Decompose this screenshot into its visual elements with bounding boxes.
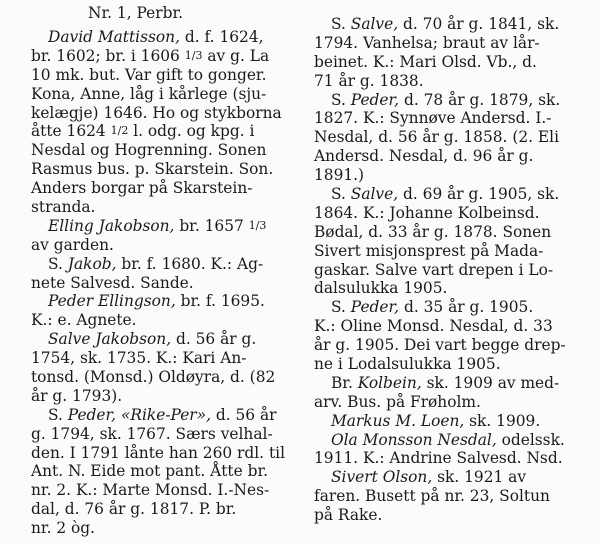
text-line: 1827. K.: Synnøve Andersd. I.- bbox=[314, 109, 552, 128]
text-line: 1911. K.: Andrine Salvesd. Nsd. bbox=[314, 449, 563, 468]
entry-paragraph bbox=[31, 406, 303, 538]
person-name: Peder, «Rike-Per», bbox=[67, 405, 211, 424]
entry-paragraph bbox=[314, 468, 594, 525]
right-column bbox=[314, 15, 594, 525]
person-name: David Mattisson, bbox=[48, 28, 180, 46]
page-heading: Nr. 1, Perbr. bbox=[88, 4, 184, 22]
text-line: kelægje) 1646. Ho og stykborna bbox=[31, 103, 282, 122]
text-line: ne i Lodalsulukka 1905. bbox=[314, 355, 501, 374]
text-line: David Mattisson, d. f. 1624, bbox=[48, 28, 264, 46]
text-line: 1794. Vanhelsa; braut av lår- bbox=[314, 33, 540, 52]
entry-paragraph bbox=[31, 292, 303, 330]
text-line: S. Salve, d. 70 år g. 1841, sk. bbox=[331, 15, 560, 33]
entry-paragraph bbox=[314, 91, 594, 185]
person-name: Peder, bbox=[350, 298, 400, 317]
text-line: år g. 1793). bbox=[31, 386, 123, 405]
text-line: Nesdal og Hogrenning. Sonen bbox=[31, 141, 267, 160]
text-line: beinet. K.: Mari Olsd. Vb., d. bbox=[314, 52, 537, 71]
text-line: nr. 2 òg. bbox=[31, 519, 96, 538]
text-line: 1864. K.: Johanne Kolbeinsd. bbox=[314, 203, 540, 222]
text-line: K.: e. Agnete. bbox=[31, 311, 137, 330]
person-name: Jakob, bbox=[67, 254, 117, 273]
text-line: br. 1602; br. i 1606 1/3 av g. La bbox=[31, 46, 270, 65]
text-line: Anders borgar på Skarstein- bbox=[31, 179, 253, 198]
text-line: år g. 1905. Dei vart begge drep- bbox=[314, 336, 566, 355]
text-line: åtte 1624 1/2 l. odg. og kpg. i bbox=[31, 122, 255, 141]
text-line: Elling Jakobson, br. 1657 1/3 bbox=[48, 216, 267, 235]
text-line: Ant. N. Eide mot pant. Åtte br. bbox=[31, 462, 269, 481]
text-line: Peder Ellingson, br. f. 1695. bbox=[48, 292, 265, 311]
text-line: arv. Bus. på Frøholm. bbox=[314, 392, 481, 411]
text-line: g. 1794, sk. 1767. Særs velhal- bbox=[31, 424, 273, 443]
person-name: Peder Ellingson, bbox=[48, 292, 176, 311]
text-line: den. I 1791 lånte han 260 rdl. til bbox=[31, 443, 285, 462]
text-line: 1891.) bbox=[314, 166, 365, 185]
entry-paragraph bbox=[314, 431, 594, 469]
entry-paragraph bbox=[314, 412, 594, 431]
entry-paragraph bbox=[314, 298, 594, 374]
entry-paragraph bbox=[314, 185, 594, 298]
text-line: S. Jakob, br. f. 1680. K.: Ag- bbox=[48, 254, 264, 273]
text-line: 10 mk. but. Var gift to gonger. bbox=[31, 65, 267, 84]
text-line: dal, d. 76 år g. 1817. P. br. bbox=[31, 500, 237, 519]
person-name: Sivert Olson, bbox=[331, 468, 433, 487]
text-line: Markus M. Loen, sk. 1909. bbox=[331, 411, 541, 430]
text-line: nr. 2. K.: Marte Monsd. I.-Nes- bbox=[31, 481, 270, 500]
person-name: Elling Jakobson, bbox=[48, 216, 175, 235]
text-line: Salve Jakobson, d. 56 år g. bbox=[48, 330, 257, 349]
entry-paragraph bbox=[31, 28, 303, 217]
text-line: Nesdal, d. 56 år g. 1858. (2. Eli bbox=[314, 128, 559, 147]
text-line: 1754, sk. 1735. K.: Kari An- bbox=[31, 349, 247, 368]
person-name: Salve Jakobson, bbox=[48, 330, 172, 349]
entry-paragraph bbox=[314, 15, 594, 91]
text-line: dalsulukka 1905. bbox=[314, 279, 448, 298]
text-line: gaskar. Salve vart drepen i Lo- bbox=[314, 260, 554, 279]
text-line: av garden. bbox=[31, 235, 114, 254]
text-line: S. Salve, d. 69 år g. 1905, sk. bbox=[331, 185, 560, 204]
text-line: Br. Kolbein, sk. 1909 av med- bbox=[331, 373, 560, 392]
person-name: Salve, bbox=[350, 15, 399, 33]
person-name: Salve, bbox=[350, 185, 399, 204]
text-line: Rasmus bus. p. Skarstein. Son. bbox=[31, 160, 274, 179]
text-line: stranda. bbox=[31, 198, 96, 217]
text-line: Sivert misjonsprest på Mada- bbox=[314, 241, 544, 260]
text-line: på Rake. bbox=[314, 506, 383, 525]
entry-paragraph bbox=[31, 217, 303, 255]
entry-paragraph bbox=[31, 255, 303, 293]
left-column bbox=[31, 0, 303, 538]
person-name: Markus M. Loen, bbox=[331, 411, 465, 430]
text-line: tonsd. (Monsd.) Oldøyra, d. (82 bbox=[31, 368, 276, 387]
person-name: Ola Monsson Nesdal, bbox=[331, 430, 497, 449]
entry-paragraph bbox=[314, 374, 594, 412]
text-line: faren. Busett på nr. 23, Soltun bbox=[314, 487, 550, 506]
text-line: Ola Monsson Nesdal, odelssk. bbox=[331, 430, 565, 449]
text-line: 71 år g. 1838. bbox=[314, 71, 424, 90]
text-line: nete Salvesd. Sande. bbox=[31, 273, 194, 292]
entry-paragraph bbox=[31, 330, 303, 406]
text-line: Sivert Olson, sk. 1921 av bbox=[331, 468, 527, 487]
text-line: Kona, Anne, låg i kårlege (sju- bbox=[31, 84, 267, 103]
text-line: S. Peder, d. 35 år g. 1905. bbox=[331, 298, 534, 317]
person-name: Kolbein, bbox=[357, 373, 422, 392]
text-line: K.: Oline Monsd. Nesdal, d. 33 bbox=[314, 317, 553, 336]
person-name: Peder, bbox=[350, 90, 400, 109]
text-line: Bødal, d. 33 år g. 1878. Sonen bbox=[314, 222, 552, 241]
text-line: S. Peder, d. 78 år g. 1879, sk. bbox=[331, 90, 561, 109]
text-line: S. Peder, «Rike-Per», d. 56 år bbox=[48, 405, 277, 424]
text-line: Andersd. Nesdal, d. 96 år g. bbox=[314, 147, 534, 166]
